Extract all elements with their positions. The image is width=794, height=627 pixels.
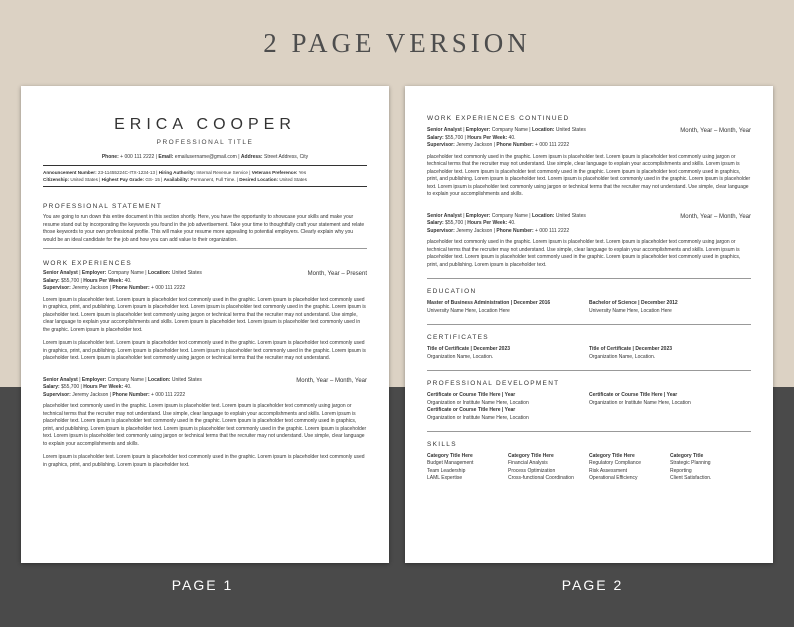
phone-value: + 000 111 2222 (120, 154, 155, 160)
supervisor: Jeremy Jackson (72, 391, 109, 398)
divider (43, 248, 367, 249)
divider (427, 278, 751, 279)
skill-item: Team Leadership (427, 467, 466, 474)
phone-number-label: Phone Number: (496, 142, 534, 148)
phone-number: + 000 111 2222 (535, 227, 570, 234)
hours-label: Hours Per Week: (467, 220, 508, 226)
salary-label: Salary: (427, 134, 444, 141)
job-title-line: Senior Analyst | Employer: Company Name | Location: United States (427, 127, 586, 133)
veterans-label: Veterans Preference: (251, 170, 298, 175)
announcement-value: 23-11455224C-ITX-1234-13 (97, 170, 156, 175)
divider (427, 370, 751, 371)
degree: Master of Business Administration | December 2016 (427, 300, 551, 306)
skill-item: Client Satisfaction. (670, 474, 712, 481)
job-entry-4 (427, 213, 751, 270)
location-label: Location: (531, 212, 555, 219)
divider (43, 165, 367, 166)
phone-label: Phone: (101, 154, 119, 160)
location: United States (555, 212, 586, 219)
skill-category (670, 453, 751, 482)
supervisor-label: Supervisor: (427, 142, 455, 148)
location-label: Location: (531, 127, 555, 133)
job-entry-2 (43, 377, 367, 470)
phone-number: + 000 111 2222 (151, 285, 186, 292)
email-label: Email: (158, 154, 174, 160)
supervisor-line: Supervisor: Jeremy Jackson | Phone Number: + 000 111 2222 (43, 285, 186, 292)
hours-label: Hours Per Week: (467, 134, 508, 141)
skill-category (427, 453, 508, 482)
divider (427, 324, 751, 325)
salary-label: Salary: (427, 220, 444, 226)
phone-number: + 000 111 2222 (151, 391, 186, 398)
section-heading-statement: PROFESSIONAL STATEMENT (43, 203, 163, 211)
citizenship-label: Citizenship: (43, 177, 70, 183)
certificate-item (427, 346, 589, 361)
salary-line: Salary: $55,700 | Hours Per Week: 40. (43, 277, 132, 284)
authority-value: Internal Revenue Service (196, 170, 248, 175)
resume-page-1 (21, 86, 389, 563)
section-heading-skills: SKILLS (427, 441, 457, 448)
education-item (427, 300, 589, 315)
certificate-title: Title of Certificate | December 2023 (589, 346, 673, 352)
skill-category-title: Category Title Here (508, 453, 554, 459)
skill-category (589, 453, 670, 482)
salary-label: Salary: (43, 277, 60, 284)
job-description: placeholder text commonly used in the graphic. Lorem ipsum is placeholder text. Lorem ipsum is placeholder text commonly using jargon or technical terms that the recruiter may not understand. Use simple, clear language to explain your accomplishments and skills. Lorem ipsum is placeholder text. Lorem ipsum is placeholder text commonly used in the graphic. Lorem ipsum is placeholder text commonly used in graphics, print, and publishing. Lorem ipsum is placeholder text. Lorem ipsum is placeholder text commonly used in the graphic. Lorem ipsum is placeholder text. Lorem ipsum is placeholder text commonly using jargon or technical terms that the recruiter may not understand. Use simple, clear language to explain your accomplishments and skills. (43, 403, 367, 447)
federal-info (43, 169, 367, 183)
section-heading-work-continued: WORK EXPERIENCES CONTINUED (427, 115, 570, 122)
desired-location-label: Desired Location: (239, 177, 279, 183)
certificate-org: Organization Name, Location. (427, 353, 494, 360)
supervisor: Jeremy Jackson (456, 227, 493, 234)
pd-org: Organization or Institute Name Here, Location (589, 399, 691, 406)
skill-category-title: Category Title Here (427, 453, 473, 459)
address-value: Street Address, City (264, 154, 309, 160)
hours: 40. (124, 384, 132, 391)
page-2-label: PAGE 2 (561, 577, 624, 593)
location: United States (171, 376, 202, 383)
job-date: Month, Year – Present (307, 271, 367, 278)
supervisor-label: Supervisor: (43, 285, 71, 292)
skill-item: Cross-functional Coordination (508, 474, 574, 481)
salary: $55,700 (61, 384, 80, 391)
pd-title: Certificate or Course Title Here | Year (427, 392, 516, 398)
position: Senior Analyst (43, 270, 78, 277)
availability-label: Availability: (163, 177, 190, 183)
skill-category (508, 453, 589, 482)
salary-line: Salary: $55,700 | Hours Per Week: 40. (43, 384, 132, 391)
skill-item: Process Optimization (508, 467, 556, 474)
employer: Company Name (491, 212, 528, 219)
position: Senior Analyst (427, 212, 462, 219)
school: University Name Here, Location Here (427, 307, 510, 314)
divider (43, 186, 367, 187)
section-heading-work: WORK EXPERIENCES (43, 260, 133, 268)
employer-label: Employer: (465, 127, 491, 133)
authority-label: Hiring Authority: (158, 170, 196, 175)
employer-label: Employer: (81, 270, 107, 277)
section-heading-certificates: CERTIFICATES (427, 334, 489, 341)
supervisor-label: Supervisor: (427, 227, 455, 234)
job-description: Lorem ipsum is placeholder text. Lorem ipsum is placeholder text commonly used in the graphic. Lorem ipsum is placeholder text commonly used in graphics, print, and publishing. Lorem ipsum is placeholder text. (43, 454, 365, 468)
certificate-item (589, 346, 751, 361)
pd-title: Certificate or Course Title Here | Year (589, 392, 678, 398)
position: Senior Analyst (43, 376, 78, 383)
grade-label: Highest Pay Grade: (101, 177, 145, 183)
announcement-label: Announcement Number: (43, 170, 97, 175)
statement-text: You are going to run down this entire document in this section shortly. Here, you have the opportunity to showcase your skills and make your resume stand out by incorporating the keywords you found in the job advertisement. Take your time to thoughtfully craft your statement and relate those keywords to your own professional profile. This will make your resume more appealing to potential employers. Clearly explain why you would be an ideal candidate for the job and how you can add value to their organization. (43, 214, 365, 243)
veterans-value: Yes (298, 170, 307, 175)
skill-item: Budget Management (427, 460, 474, 467)
skill-item: Operational Efficiency (589, 474, 638, 481)
skill-item: Financial Analysis (508, 460, 548, 467)
location: United States (171, 270, 202, 277)
education-list (427, 300, 751, 315)
location: United States (555, 127, 586, 133)
job-description: Lorem ipsum is placeholder text. Lorem ipsum is placeholder text commonly used in the graphic. Lorem ipsum is placeholder text commonly used in graphics, print, and publishing. Lorem ipsum is placeholder text. Lorem ipsum is placeholder text commonly used in the graphic. Lorem ipsum is placeholder text. Lorem ipsum is placeholder text commonly using jargon or technical terms that the recruiter may not understand. (43, 340, 366, 362)
location-label: Location: (147, 376, 171, 383)
contact-line: Phone: + 000 111 2222 | Email: emailusername@gmail.com | Address: Street Address, City (101, 154, 309, 160)
availability-value: Permanent, Full Time. (190, 177, 236, 183)
salary: $55,700 (445, 220, 464, 226)
degree: Bachelor of Science | December 2012 (589, 300, 678, 306)
citizenship-value: United States (70, 177, 98, 183)
address-label: Address: (240, 154, 263, 160)
supervisor: Jeremy Jackson (456, 142, 493, 148)
certificate-title: Title of Certificate | December 2023 (427, 346, 511, 352)
hours: 40. (508, 134, 516, 141)
salary-label: Salary: (43, 384, 60, 391)
email-value: emailusername@gmail.com (174, 154, 237, 160)
phone-number: + 000 111 2222 (535, 142, 570, 148)
pd-list (427, 392, 751, 422)
location-label: Location: (147, 270, 171, 277)
supervisor: Jeremy Jackson (72, 285, 109, 292)
pd-title: Certificate or Course Title Here | Year (427, 407, 516, 413)
job-description: Lorem ipsum is placeholder text. Lorem ipsum is placeholder text commonly used in the graphic. Lorem ipsum is placeholder text commonly used in graphics, print, and publishing. Lorem ipsum is placeholder text. Lorem ipsum is placeholder text commonly used in the graphic. Lorem ipsum is placeholder text. Lorem ipsum is placeholder text commonly using jargon or technical terms that the recruiter may not understand. Use simple, clear language to explain your accomplishments and skills. Lorem ipsum is placeholder text. Lorem ipsum is placeholder text commonly used in the graphic. Lorem ipsum is placeholder text. (43, 296, 366, 333)
skill-item: Risk Assessment (589, 467, 628, 474)
pd-org: Organization or Institute Name Here, Location (427, 399, 529, 406)
banner-title: 2 PAGE VERSION (263, 28, 531, 58)
position: Senior Analyst (427, 127, 462, 133)
supervisor-label: Supervisor: (43, 391, 71, 398)
hours-label: Hours Per Week: (83, 277, 124, 284)
job-entry-1 (43, 270, 367, 363)
certificate-org: Organization Name, Location. (589, 353, 656, 360)
resume-name: ERICA COOPER (114, 116, 296, 133)
hours-label: Hours Per Week: (83, 384, 124, 391)
education-item (589, 300, 751, 315)
employer-label: Employer: (81, 376, 107, 383)
employer: Company Name (491, 127, 528, 133)
job-date: Month, Year – Month, Year (296, 377, 367, 384)
pd-column (427, 392, 589, 422)
page-1-label: PAGE 1 (171, 577, 234, 593)
phone-number-label: Phone Number: (496, 227, 534, 234)
hours: 40. (124, 277, 132, 284)
school: University Name Here, Location Here (589, 307, 672, 314)
job-date: Month, Year – Month, Year (680, 128, 751, 134)
skill-item: Strategic Planning (670, 460, 711, 467)
job-title-line: Senior Analyst | Employer: Company Name | Location: United States (427, 212, 586, 219)
supervisor-line: Supervisor: Jeremy Jackson | Phone Number: + 000 111 2222 (427, 227, 570, 234)
skill-category-title: Category Title Here (589, 453, 635, 459)
section-heading-education: EDUCATION (427, 288, 477, 295)
salary-line: Salary: $55,700 | Hours Per Week: 40. (427, 134, 516, 141)
professional-title: PROFESSIONAL TITLE (156, 139, 254, 146)
job-date: Month, Year – Month, Year (680, 213, 751, 220)
resume-page-2 (405, 86, 773, 563)
supervisor-line: Supervisor: Jeremy Jackson | Phone Number: + 000 111 2222 (43, 391, 186, 398)
job-description: placeholder text commonly used in the graphic. Lorem ipsum is placeholder text. Lorem ipsum is placeholder text commonly using jargon or technical terms that the recruiter may not understand. Use simple, clear language to explain your accomplishments and skills. Lorem ipsum is placeholder text. Lorem ipsum is placeholder text commonly used in the graphic. Lorem ipsum is placeholder text commonly used in graphics, print, and publishing. Lorem ipsum is placeholder text. Lorem ipsum is placeholder text commonly used in the graphic. Lorem ipsum is placeholder text. Lorem ipsum is placeholder text commonly using jargon or technical terms that the recruiter may not understand. Use simple, clear language to explain your accomplishments and skills. (427, 153, 751, 197)
desired-location-value: United States (279, 177, 307, 183)
skills-grid (427, 453, 751, 482)
section-heading-professional-development: PROFESSIONAL DEVELOPMENT (427, 380, 560, 387)
employer: Company Name (107, 376, 144, 383)
grade-value: GS- 15 (145, 177, 160, 183)
divider (427, 431, 751, 432)
supervisor-line: Supervisor: Jeremy Jackson | Phone Number: + 000 111 2222 (427, 142, 570, 148)
salary: $55,700 (61, 277, 80, 284)
job-entry-3 (427, 127, 751, 199)
job-description: placeholder text commonly used in the graphic. Lorem ipsum is placeholder text. Lorem ipsum is placeholder text commonly using jargon or technical terms that the recruiter may not understand. Use simple, clear language to explain your accomplishments and skills. Lorem ipsum is placeholder text. Lorem ipsum is placeholder text commonly used in the graphic. Lorem ipsum is placeholder text commonly used in graphics, print, and publishing. Lorem ipsum is placeholder text. (427, 239, 741, 268)
job-title-line: Senior Analyst | Employer: Company Name | Location: United States (43, 270, 202, 277)
skill-item: LAML Expertise (427, 474, 463, 481)
skill-item: Regulatory Compliance (589, 460, 641, 467)
job-title-line: Senior Analyst | Employer: Company Name | Location: United States (43, 376, 202, 383)
phone-number-label: Phone Number: (112, 285, 150, 292)
pd-column (589, 392, 751, 422)
federal-info-line-2: Citizenship: United States | Highest Pay Grade: GS- 15 | Availability: Permanent, Full Time. | Desired Location: United States (43, 177, 307, 183)
pd-org: Organization or Institute Name Here, Location (427, 414, 529, 421)
federal-info-line-1: Announcement Number: 23-11455224C-ITX-1234-13 | Hiring Authority: Internal Revenue Service | Veterans Preference: Yes (43, 170, 307, 175)
skill-category-title: Category Title (670, 453, 704, 459)
employer: Company Name (107, 270, 144, 277)
phone-number-label: Phone Number: (112, 391, 150, 398)
certificate-list (427, 346, 751, 361)
employer-label: Employer: (465, 212, 491, 219)
salary: $55,700 (445, 134, 464, 141)
salary-line: Salary: $55,700 | Hours Per Week: 40. (427, 220, 516, 226)
skill-item: Reporting (670, 467, 692, 474)
hours: 40. (508, 220, 516, 226)
